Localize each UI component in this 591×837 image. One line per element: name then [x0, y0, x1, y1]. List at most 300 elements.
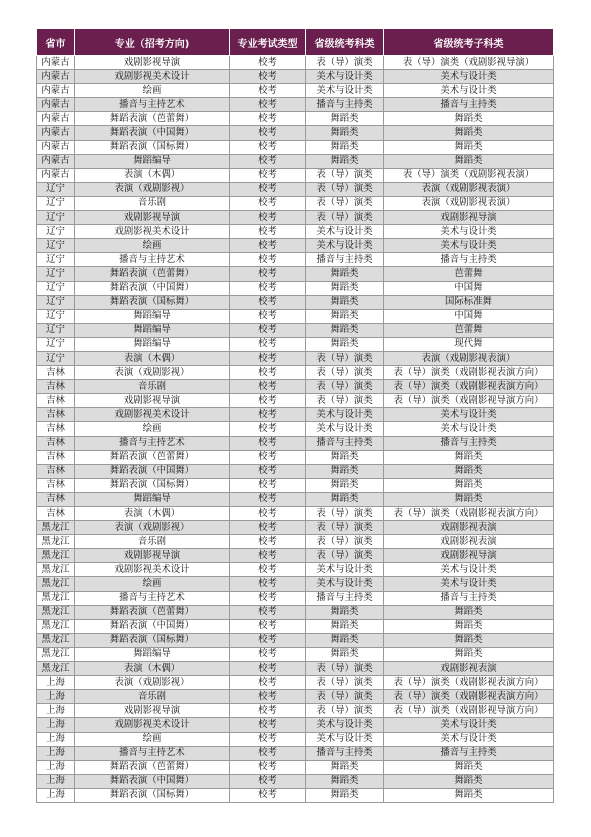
cell-province: 吉林: [37, 436, 75, 450]
table-row: [37, 267, 554, 281]
cell-exam-type: 校考: [230, 98, 306, 112]
cell-province: 上海: [37, 704, 75, 718]
cell-subcategory: 表（导）演类（戏剧影视导演方向）: [384, 394, 554, 408]
cell-province: 辽宁: [37, 281, 75, 295]
cell-province: 上海: [37, 718, 75, 732]
cell-major: 音乐剧: [75, 196, 230, 210]
table-row: [37, 478, 554, 492]
cell-exam-type: 校考: [230, 436, 306, 450]
cell-category: 表（导）演类: [306, 168, 384, 182]
cell-category: 播音与主持类: [306, 436, 384, 450]
cell-province: 黑龙江: [37, 605, 75, 619]
cell-exam-type: 校考: [230, 337, 306, 351]
table-row: [37, 295, 554, 309]
cell-major: 戏剧影视美术设计: [75, 718, 230, 732]
header-row: [37, 29, 554, 56]
cell-category: 舞蹈类: [306, 281, 384, 295]
cell-category: 播音与主持类: [306, 253, 384, 267]
cell-province: 上海: [37, 732, 75, 746]
table-row: [37, 563, 554, 577]
cell-exam-type: 校考: [230, 760, 306, 774]
cell-major: 舞蹈表演（中国舞）: [75, 774, 230, 788]
cell-subcategory: 播音与主持类: [384, 746, 554, 760]
table-row: [37, 408, 554, 422]
table-row: [37, 281, 554, 295]
table-row: [37, 154, 554, 168]
cell-category: 舞蹈类: [306, 774, 384, 788]
cell-major: 播音与主持艺术: [75, 591, 230, 605]
cell-category: 表（导）演类: [306, 211, 384, 225]
cell-category: 舞蹈类: [306, 309, 384, 323]
cell-exam-type: 校考: [230, 239, 306, 253]
cell-major: 舞蹈编导: [75, 154, 230, 168]
cell-subcategory: 美术与设计类: [384, 422, 554, 436]
cell-major: 表演（木偶）: [75, 507, 230, 521]
cell-subcategory: 戏剧影视表演: [384, 535, 554, 549]
table-row: [37, 225, 554, 239]
cell-category: 表（导）演类: [306, 507, 384, 521]
cell-subcategory: 表（导）演类（戏剧影视导演）: [384, 56, 554, 70]
cell-major: 戏剧影视美术设计: [75, 225, 230, 239]
table-row: [37, 676, 554, 690]
cell-province: 辽宁: [37, 253, 75, 267]
cell-subcategory: 播音与主持类: [384, 253, 554, 267]
header-exam-type: 专业考试类型: [230, 29, 306, 56]
cell-exam-type: 校考: [230, 704, 306, 718]
cell-exam-type: 校考: [230, 154, 306, 168]
cell-major: 绘画: [75, 239, 230, 253]
cell-category: 舞蹈类: [306, 323, 384, 337]
header-subcategory: 省级统考子科类: [384, 29, 554, 56]
table-row: [37, 464, 554, 478]
cell-province: 黑龙江: [37, 633, 75, 647]
cell-province: 内蒙古: [37, 140, 75, 154]
cell-province: 辽宁: [37, 351, 75, 365]
cell-subcategory: 表（导）演类（戏剧影视表演）: [384, 168, 554, 182]
admissions-table: [36, 28, 554, 803]
cell-exam-type: 校考: [230, 521, 306, 535]
table-row: [37, 662, 554, 676]
cell-exam-type: 校考: [230, 535, 306, 549]
table-row: [37, 788, 554, 802]
cell-category: 舞蹈类: [306, 760, 384, 774]
cell-province: 辽宁: [37, 337, 75, 351]
cell-major: 舞蹈表演（国标舞）: [75, 633, 230, 647]
table-row: [37, 98, 554, 112]
cell-major: 戏剧影视美术设计: [75, 563, 230, 577]
cell-province: 辽宁: [37, 239, 75, 253]
table-row: [37, 704, 554, 718]
table-body: [37, 56, 554, 803]
cell-subcategory: 美术与设计类: [384, 225, 554, 239]
cell-exam-type: 校考: [230, 225, 306, 239]
header-province: 省市: [37, 29, 75, 56]
cell-exam-type: 校考: [230, 605, 306, 619]
cell-subcategory: 表（导）演类（戏剧影视表演方向）: [384, 676, 554, 690]
cell-category: 美术与设计类: [306, 408, 384, 422]
cell-category: 表（导）演类: [306, 704, 384, 718]
cell-major: 舞蹈表演（芭蕾舞）: [75, 605, 230, 619]
cell-major: 戏剧影视导演: [75, 549, 230, 563]
cell-subcategory: 美术与设计类: [384, 563, 554, 577]
cell-major: 舞蹈表演（中国舞）: [75, 126, 230, 140]
cell-subcategory: 美术与设计类: [384, 408, 554, 422]
table-row: [37, 450, 554, 464]
cell-category: 舞蹈类: [306, 464, 384, 478]
cell-subcategory: 表演（戏剧影视表演）: [384, 182, 554, 196]
cell-province: 吉林: [37, 507, 75, 521]
table-row: [37, 182, 554, 196]
table-row: [37, 521, 554, 535]
cell-exam-type: 校考: [230, 746, 306, 760]
cell-exam-type: 校考: [230, 380, 306, 394]
cell-category: 舞蹈类: [306, 605, 384, 619]
table-row: [37, 56, 554, 70]
table-row: [37, 633, 554, 647]
table-row: [37, 619, 554, 633]
cell-exam-type: 校考: [230, 450, 306, 464]
cell-exam-type: 校考: [230, 126, 306, 140]
cell-subcategory: 美术与设计类: [384, 732, 554, 746]
table-row: [37, 380, 554, 394]
cell-province: 内蒙古: [37, 98, 75, 112]
cell-category: 播音与主持类: [306, 591, 384, 605]
cell-category: 表（导）演类: [306, 676, 384, 690]
cell-category: 舞蹈类: [306, 140, 384, 154]
cell-major: 戏剧影视导演: [75, 704, 230, 718]
cell-major: 表演（木偶）: [75, 168, 230, 182]
cell-subcategory: 舞蹈类: [384, 450, 554, 464]
cell-province: 吉林: [37, 450, 75, 464]
table-row: [37, 577, 554, 591]
table-row: [37, 140, 554, 154]
cell-subcategory: 现代舞: [384, 337, 554, 351]
cell-exam-type: 校考: [230, 84, 306, 98]
cell-subcategory: 戏剧影视表演: [384, 521, 554, 535]
cell-subcategory: 播音与主持类: [384, 591, 554, 605]
cell-major: 戏剧影视导演: [75, 394, 230, 408]
cell-category: 舞蹈类: [306, 478, 384, 492]
cell-category: 美术与设计类: [306, 718, 384, 732]
cell-province: 内蒙古: [37, 112, 75, 126]
cell-category: 舞蹈类: [306, 337, 384, 351]
cell-province: 辽宁: [37, 295, 75, 309]
table-row: [37, 549, 554, 563]
cell-major: 表演（木偶）: [75, 351, 230, 365]
table-row: [37, 211, 554, 225]
cell-subcategory: 播音与主持类: [384, 436, 554, 450]
cell-province: 上海: [37, 746, 75, 760]
cell-exam-type: 校考: [230, 690, 306, 704]
cell-exam-type: 校考: [230, 295, 306, 309]
cell-major: 绘画: [75, 732, 230, 746]
cell-category: 播音与主持类: [306, 746, 384, 760]
cell-province: 黑龙江: [37, 647, 75, 661]
cell-exam-type: 校考: [230, 676, 306, 690]
cell-category: 舞蹈类: [306, 295, 384, 309]
cell-subcategory: 中国舞: [384, 309, 554, 323]
cell-subcategory: 舞蹈类: [384, 478, 554, 492]
cell-exam-type: 校考: [230, 182, 306, 196]
cell-major: 绘画: [75, 577, 230, 591]
table-row: [37, 126, 554, 140]
cell-category: 舞蹈类: [306, 633, 384, 647]
cell-subcategory: 舞蹈类: [384, 112, 554, 126]
table-row: [37, 196, 554, 210]
cell-category: 舞蹈类: [306, 154, 384, 168]
cell-subcategory: 舞蹈类: [384, 647, 554, 661]
cell-major: 播音与主持艺术: [75, 746, 230, 760]
cell-province: 上海: [37, 676, 75, 690]
cell-exam-type: 校考: [230, 464, 306, 478]
cell-major: 舞蹈表演（国标舞）: [75, 478, 230, 492]
table-container: [36, 28, 554, 803]
cell-subcategory: 舞蹈类: [384, 760, 554, 774]
cell-subcategory: 国际标准舞: [384, 295, 554, 309]
cell-subcategory: 芭蕾舞: [384, 267, 554, 281]
cell-exam-type: 校考: [230, 422, 306, 436]
cell-province: 黑龙江: [37, 535, 75, 549]
cell-category: 表（导）演类: [306, 366, 384, 380]
cell-category: 舞蹈类: [306, 450, 384, 464]
cell-exam-type: 校考: [230, 394, 306, 408]
cell-province: 上海: [37, 788, 75, 802]
table-row: [37, 605, 554, 619]
cell-exam-type: 校考: [230, 309, 306, 323]
cell-major: 表演（戏剧影视）: [75, 366, 230, 380]
table-row: [37, 112, 554, 126]
cell-subcategory: 舞蹈类: [384, 774, 554, 788]
cell-major: 绘画: [75, 422, 230, 436]
cell-province: 黑龙江: [37, 577, 75, 591]
cell-subcategory: 表（导）演类（戏剧影视导演方向）: [384, 704, 554, 718]
cell-category: 表（导）演类: [306, 549, 384, 563]
cell-province: 吉林: [37, 492, 75, 506]
cell-subcategory: 表（导）演类（戏剧影视表演方向）: [384, 366, 554, 380]
cell-subcategory: 播音与主持类: [384, 98, 554, 112]
cell-subcategory: 表（导）演类（戏剧影视表演方向）: [384, 380, 554, 394]
cell-category: 美术与设计类: [306, 732, 384, 746]
cell-exam-type: 校考: [230, 788, 306, 802]
cell-major: 表演（戏剧影视）: [75, 182, 230, 196]
cell-major: 戏剧影视美术设计: [75, 408, 230, 422]
table-row: [37, 351, 554, 365]
cell-subcategory: 舞蹈类: [384, 633, 554, 647]
cell-exam-type: 校考: [230, 112, 306, 126]
cell-province: 内蒙古: [37, 168, 75, 182]
table-row: [37, 84, 554, 98]
cell-subcategory: 舞蹈类: [384, 154, 554, 168]
cell-major: 戏剧影视美术设计: [75, 70, 230, 84]
cell-major: 舞蹈编导: [75, 492, 230, 506]
cell-subcategory: 舞蹈类: [384, 140, 554, 154]
cell-exam-type: 校考: [230, 478, 306, 492]
cell-exam-type: 校考: [230, 662, 306, 676]
table-row: [37, 239, 554, 253]
cell-category: 表（导）演类: [306, 690, 384, 704]
table-row: [37, 774, 554, 788]
cell-subcategory: 舞蹈类: [384, 788, 554, 802]
cell-exam-type: 校考: [230, 774, 306, 788]
cell-category: 表（导）演类: [306, 662, 384, 676]
cell-major: 舞蹈表演（国标舞）: [75, 295, 230, 309]
cell-category: 美术与设计类: [306, 239, 384, 253]
cell-province: 吉林: [37, 422, 75, 436]
cell-major: 舞蹈表演（芭蕾舞）: [75, 760, 230, 774]
cell-exam-type: 校考: [230, 351, 306, 365]
cell-subcategory: 中国舞: [384, 281, 554, 295]
cell-province: 内蒙古: [37, 70, 75, 84]
table-row: [37, 690, 554, 704]
cell-exam-type: 校考: [230, 507, 306, 521]
cell-major: 表演（戏剧影视）: [75, 676, 230, 690]
cell-exam-type: 校考: [230, 647, 306, 661]
cell-category: 表（导）演类: [306, 196, 384, 210]
cell-exam-type: 校考: [230, 281, 306, 295]
cell-major: 音乐剧: [75, 690, 230, 704]
cell-exam-type: 校考: [230, 211, 306, 225]
cell-category: 舞蹈类: [306, 619, 384, 633]
cell-province: 辽宁: [37, 225, 75, 239]
cell-exam-type: 校考: [230, 408, 306, 422]
cell-exam-type: 校考: [230, 56, 306, 70]
cell-major: 舞蹈表演（芭蕾舞）: [75, 112, 230, 126]
cell-province: 上海: [37, 690, 75, 704]
table-row: [37, 337, 554, 351]
cell-exam-type: 校考: [230, 619, 306, 633]
table-row: [37, 591, 554, 605]
cell-major: 播音与主持艺术: [75, 436, 230, 450]
cell-province: 吉林: [37, 464, 75, 478]
cell-category: 表（导）演类: [306, 380, 384, 394]
cell-category: 美术与设计类: [306, 563, 384, 577]
cell-exam-type: 校考: [230, 549, 306, 563]
cell-exam-type: 校考: [230, 577, 306, 591]
cell-major: 舞蹈表演（中国舞）: [75, 281, 230, 295]
cell-subcategory: 舞蹈类: [384, 619, 554, 633]
cell-subcategory: 舞蹈类: [384, 126, 554, 140]
cell-province: 黑龙江: [37, 549, 75, 563]
cell-exam-type: 校考: [230, 196, 306, 210]
cell-major: 舞蹈表演（芭蕾舞）: [75, 267, 230, 281]
cell-province: 吉林: [37, 478, 75, 492]
cell-subcategory: 美术与设计类: [384, 239, 554, 253]
cell-subcategory: 美术与设计类: [384, 718, 554, 732]
table-row: [37, 422, 554, 436]
cell-category: 舞蹈类: [306, 492, 384, 506]
cell-province: 内蒙古: [37, 56, 75, 70]
table-row: [37, 253, 554, 267]
cell-province: 黑龙江: [37, 591, 75, 605]
table-row: [37, 323, 554, 337]
cell-exam-type: 校考: [230, 633, 306, 647]
table-row: [37, 168, 554, 182]
cell-category: 舞蹈类: [306, 788, 384, 802]
cell-category: 美术与设计类: [306, 84, 384, 98]
cell-province: 辽宁: [37, 182, 75, 196]
cell-subcategory: 表（导）演类（戏剧影视表演方向）: [384, 690, 554, 704]
cell-province: 黑龙江: [37, 619, 75, 633]
cell-major: 表演（木偶）: [75, 662, 230, 676]
cell-category: 舞蹈类: [306, 647, 384, 661]
cell-subcategory: 戏剧影视导演: [384, 549, 554, 563]
header-category: 省级统考科类: [306, 29, 384, 56]
cell-category: 表（导）演类: [306, 521, 384, 535]
cell-province: 吉林: [37, 366, 75, 380]
cell-major: 舞蹈编导: [75, 309, 230, 323]
cell-exam-type: 校考: [230, 591, 306, 605]
cell-major: 舞蹈表演（国标舞）: [75, 140, 230, 154]
table-row: [37, 535, 554, 549]
cell-exam-type: 校考: [230, 140, 306, 154]
table-row: [37, 760, 554, 774]
cell-exam-type: 校考: [230, 732, 306, 746]
table-row: [37, 394, 554, 408]
cell-category: 美术与设计类: [306, 422, 384, 436]
table-row: [37, 732, 554, 746]
cell-province: 黑龙江: [37, 563, 75, 577]
cell-subcategory: 舞蹈类: [384, 492, 554, 506]
cell-subcategory: 戏剧影视导演: [384, 211, 554, 225]
cell-major: 舞蹈编导: [75, 337, 230, 351]
cell-major: 戏剧影视导演: [75, 56, 230, 70]
cell-category: 美术与设计类: [306, 225, 384, 239]
cell-exam-type: 校考: [230, 492, 306, 506]
cell-exam-type: 校考: [230, 168, 306, 182]
cell-subcategory: 戏剧影视表演: [384, 662, 554, 676]
cell-major: 舞蹈编导: [75, 647, 230, 661]
table-row: [37, 746, 554, 760]
cell-province: 上海: [37, 760, 75, 774]
cell-major: 戏剧影视导演: [75, 211, 230, 225]
cell-major: 舞蹈编导: [75, 323, 230, 337]
cell-major: 舞蹈表演（中国舞）: [75, 619, 230, 633]
cell-province: 内蒙古: [37, 84, 75, 98]
table-row: [37, 70, 554, 84]
cell-major: 表演（戏剧影视）: [75, 521, 230, 535]
cell-subcategory: 美术与设计类: [384, 577, 554, 591]
table-row: [37, 647, 554, 661]
cell-province: 吉林: [37, 394, 75, 408]
cell-major: 音乐剧: [75, 380, 230, 394]
cell-category: 表（导）演类: [306, 351, 384, 365]
cell-category: 舞蹈类: [306, 112, 384, 126]
cell-category: 播音与主持类: [306, 98, 384, 112]
cell-subcategory: 芭蕾舞: [384, 323, 554, 337]
cell-province: 辽宁: [37, 211, 75, 225]
cell-exam-type: 校考: [230, 718, 306, 732]
cell-province: 吉林: [37, 408, 75, 422]
cell-category: 表（导）演类: [306, 394, 384, 408]
cell-subcategory: 表演（戏剧影视表演）: [384, 196, 554, 210]
cell-subcategory: 美术与设计类: [384, 84, 554, 98]
cell-major: 播音与主持艺术: [75, 253, 230, 267]
cell-category: 表（导）演类: [306, 182, 384, 196]
table-row: [37, 436, 554, 450]
cell-category: 美术与设计类: [306, 70, 384, 84]
cell-province: 黑龙江: [37, 662, 75, 676]
cell-province: 内蒙古: [37, 126, 75, 140]
table-row: [37, 309, 554, 323]
cell-category: 舞蹈类: [306, 267, 384, 281]
cell-exam-type: 校考: [230, 563, 306, 577]
header-major: 专业（招考方向): [75, 29, 230, 56]
cell-subcategory: 美术与设计类: [384, 70, 554, 84]
cell-province: 辽宁: [37, 323, 75, 337]
table-row: [37, 718, 554, 732]
cell-province: 辽宁: [37, 196, 75, 210]
cell-subcategory: 表演（戏剧影视表演）: [384, 351, 554, 365]
